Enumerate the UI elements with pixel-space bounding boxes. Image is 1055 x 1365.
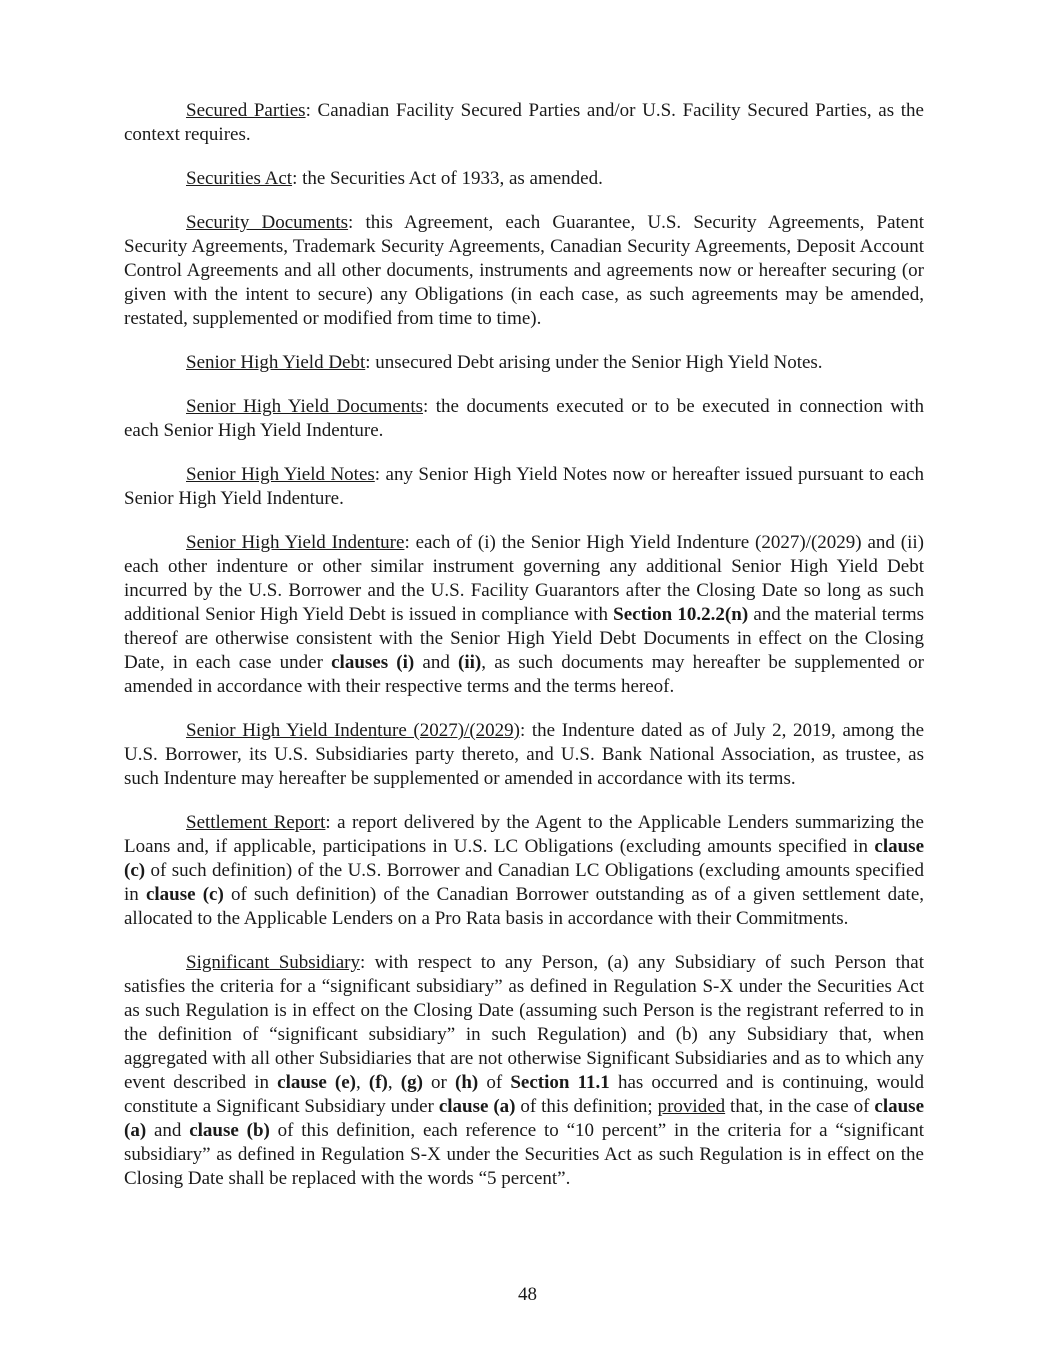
defined-term: Senior High Yield Indenture [186,532,405,553]
bold-reference: (ii) [458,652,482,673]
definition-text: of [478,1072,511,1093]
definition-security-documents [124,211,924,331]
definition-text: : a report delivered by the Agent to the Applicable Lenders summarizing the Loans and, if applicable, participations in U.S. LC Obligations (excluding amounts specified in [124,812,924,857]
definition-text: of such definition) of the Canadian Borrower outstanding as of a given settlement date, allocated to the Applicable Lenders on a Pro Rata basis in accordance with their Commitments. [124,884,924,929]
definition-text: and [146,1120,190,1141]
definition-text: : the documents executed or to be executed in connection with each Senior High Yield Indenture. [124,396,924,441]
definition-text: , [387,1072,401,1093]
definition-secured-parties [124,99,924,147]
bold-reference: (h) [455,1072,479,1093]
definition-senior-high-yield-documents [124,395,924,443]
definition-text: of this definition; [515,1096,658,1117]
bold-reference: Section 11.1 [510,1072,610,1093]
defined-term: Securities Act [186,168,293,189]
defined-term: Senior High Yield Debt [186,352,366,373]
bold-reference: (f) [368,1072,388,1093]
definition-text: and the material terms thereof are otherwise consistent with the Senior High Yield Debt Documents in effect on the Closing Date, in each case under [124,604,924,673]
defined-term: Senior High Yield Documents [186,396,424,417]
page-number: 48 [518,1284,537,1305]
definition-settlement-report [124,811,924,931]
bold-reference: clause (e) [277,1072,356,1093]
definition-text: : any Senior High Yield Notes now or hereafter issued pursuant to each Senior High Yield Indenture. [124,464,924,509]
definition-text: : the Indenture dated as of July 2, 2019, among the U.S. Borrower, its U.S. Subsidiaries party thereto, and U.S. Bank National Association, as trustee, as such Indenture may hereafter be supplemented or amended in accordance with its terms. [124,720,924,789]
definition-text: : each of (i) the Senior High Yield Indenture (2027)/(2029) and (ii) each other indenture or other similar instrument governing any additional Senior High Yield Debt incurred by the U.S. Borrower and the U.S. Facility Guarantors after the Closing Date so long as such additional Senior High Yield Debt is issued in compliance with [124,532,924,625]
underlined-proviso: provided [657,1096,726,1117]
definition-text: has occurred and is continuing, would constitute a Significant Subsidiary under [124,1072,925,1117]
definition-text: : this Agreement, each Guarantee, U.S. Security Agreements, Patent Security Agreements, Trademark Security Agreements, Canadian Security Agreements, Deposit Account Control Agreements and all other documents, instruments and agreements now or hereafter securing (or given with the intent to secure) any Obligations (in each case, as such agreements may be amended, restated, supplemented or modified from time to time). [124,212,925,329]
defined-term: Settlement Report [186,812,326,833]
definition-senior-high-yield-notes [124,463,924,511]
defined-term: Secured Parties [186,100,306,121]
document-page [124,99,924,1211]
definition-senior-high-yield-indenture [124,531,924,699]
bold-reference: clause (c) [124,836,924,881]
defined-term: Senior High Yield Indenture (2027)/(2029) [186,720,520,741]
defined-term: Senior High Yield Notes [186,464,375,485]
definition-securities-act [124,167,924,191]
bold-reference: clause (c) [145,884,224,905]
bold-reference: Section 10.2.2(n) [613,604,749,625]
definition-senior-high-yield-debt [124,351,924,375]
definition-text: : with respect to any Person, (a) any Subsidiary of such Person that satisfies the criteria for a “significant subsidiary” as defined in Regulation S-X under the Securities Act as such Regulation is in effect on the Closing Date (assuming such Person is the registrant referred to in the definition of “significant subsidiary” in such Regulation) and (b) any Subsidiary that, when aggregated with all other Subsidiaries that are not otherwise Significant Subsidiaries and as to which any event described in [124,952,924,1093]
definition-text: : unsecured Debt arising under the Senior High Yield Notes. [365,352,823,373]
bold-reference: clauses (i) [331,652,415,673]
definition-text: : the Securities Act of 1933, as amended. [292,168,603,189]
definition-text: : Canadian Facility Secured Parties and/or U.S. Facility Secured Parties, as the context requires. [124,100,924,145]
definition-text: and [414,652,459,673]
defined-term: Significant Subsidiary [186,952,360,973]
defined-term: Security Documents [186,212,349,233]
bold-reference: clause (b) [189,1120,270,1141]
definition-text: , as such documents may hereafter be supplemented or amended in accordance with their respective terms and the terms hereof. [124,652,924,697]
definition-text: , [355,1072,369,1093]
definition-senior-high-yield-indenture-2027-2029 [124,719,924,791]
bold-reference: clause (a) [438,1096,516,1117]
bold-reference: (g) [400,1072,423,1093]
definition-significant-subsidiary [124,951,924,1191]
definition-text: of such definition) of the U.S. Borrower and Canadian LC Obligations (excluding amounts specified in [124,860,924,905]
definition-text: of this definition, each reference to “10 percent” in the criteria for a “significant subsidiary” as defined in Regulation S-X under the Securities Act as such Regulation is in effect on the Closing Date shall be replaced with the words “5 percent”. [124,1120,925,1189]
bold-reference: clause (a) [124,1096,924,1141]
definition-text: or [422,1072,456,1093]
definition-text: that, in the case of [725,1096,875,1117]
